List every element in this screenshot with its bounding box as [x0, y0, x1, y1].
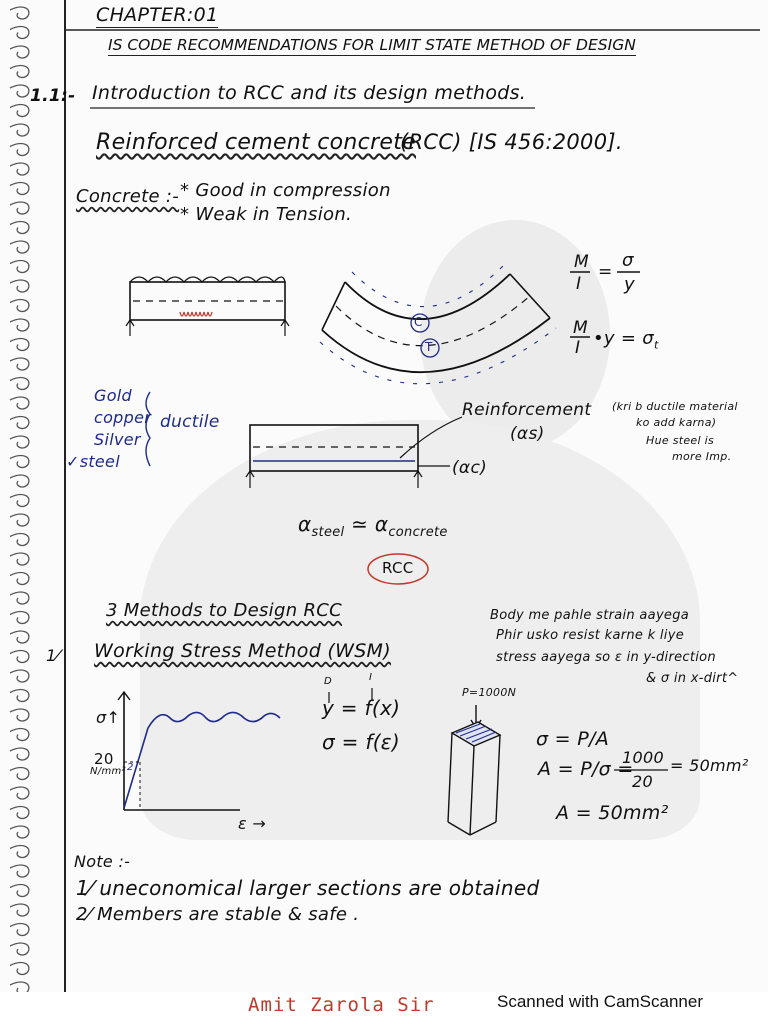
formula-y-bottom: y [624, 274, 635, 295]
concrete-prop-1: * Good in compression [180, 180, 391, 201]
side-note-1: (kri b ductile material [612, 400, 738, 413]
reinforcement-label: Reinforcement [462, 400, 592, 420]
dependency-eq-2: σ = f(ε) [322, 730, 401, 754]
formula-m-top: M [574, 252, 589, 272]
calc-sigma: σ = P/A [536, 728, 609, 750]
concrete-prop-2: * Weak in Tension. [180, 204, 353, 225]
rcc-heading: Reinforced cement concrete [96, 130, 417, 155]
graph-x-label: ε → [238, 814, 267, 833]
wsm-number: 1⁄ [46, 646, 60, 665]
compression-label: C [414, 315, 423, 329]
wsm-title: Working Stress Method (WSM) [94, 640, 391, 662]
formula-i-bottom: I [576, 274, 582, 294]
column-block-figure [448, 705, 500, 835]
dependency-eq-1: y = f(x) [322, 696, 401, 720]
hinglish-note-3: stress aayega so ε in y-direction [496, 650, 716, 665]
graph-y-value: 20 [94, 750, 114, 768]
calc-area-eq: A = P/σ = [538, 758, 634, 780]
metal-silver: Silver [94, 430, 141, 449]
hinglish-note-2: Phir usko resist karne k liye [496, 628, 685, 643]
calc-result: = 50mm² [670, 756, 749, 775]
rcc-code: (RCC) [IS 456:2000]. [400, 130, 623, 154]
concrete-label: Concrete :- [76, 186, 180, 207]
side-note-4: more Imp. [672, 450, 732, 463]
formula2-i: I [575, 338, 581, 358]
chapter-heading: CHAPTER:01 [96, 4, 219, 26]
formula-sigma-top: σ [622, 250, 634, 271]
alpha-relation [298, 512, 448, 540]
note-label: Note :- [74, 852, 131, 871]
tension-label: T [425, 340, 433, 354]
dependent-marker: D [324, 676, 333, 687]
metal-steel: ✓steel [66, 452, 120, 471]
alpha-concrete-sub: concrete [388, 525, 448, 540]
note-2: 2⁄ Members are stable & safe . [76, 904, 360, 925]
rcc-circle-label: RCC [382, 559, 414, 577]
calc-numerator: 1000 [622, 748, 664, 767]
approx-symbol: ≃ [351, 512, 369, 536]
page-title: IS CODE RECOMMENDATIONS FOR LIMIT STATE METHOD OF DESIGN [108, 36, 636, 54]
alpha-s-label: (αs) [510, 424, 545, 444]
reinforcement-beam-figure [146, 392, 462, 488]
alpha-c-label: (αc) [452, 458, 488, 478]
metal-copper: copper [94, 408, 152, 427]
author-watermark: Amit Zarola Sir [248, 994, 435, 1016]
hinglish-note-1: Body me pahle strain aayega [490, 608, 690, 623]
graph-axis-mark: 2 [127, 762, 134, 773]
bent-beam-figure [320, 264, 556, 384]
side-note-3: Hue steel is [646, 434, 715, 447]
note-1: 1⁄ uneconomical larger sections are obtained [76, 876, 540, 900]
independent-marker: I [369, 672, 373, 683]
alpha-concrete-symbol: α [374, 512, 389, 536]
graph-y-label: σ↑ [96, 708, 121, 727]
ductile-label: ductile [160, 412, 220, 432]
load-label: P=1000N [462, 686, 517, 699]
section-number: 1.1:- [30, 86, 76, 106]
scanner-credit: Scanned with CamScanner [497, 992, 704, 1011]
formula-equals: = [598, 262, 613, 282]
straight-beam-figure [126, 277, 289, 336]
formula2-rest [593, 328, 659, 352]
formula2-rest-text: •y = σ [593, 328, 655, 349]
side-note-2: ko add karna) [636, 416, 717, 429]
metal-gold: Gold [94, 386, 132, 405]
stress-strain-graph [118, 692, 280, 810]
alpha-steel-symbol: α [298, 512, 312, 536]
formula2-sub: t [654, 338, 659, 352]
section-title: Introduction to RCC and its design methods. [92, 82, 527, 104]
graph-y-unit: N/mm² [90, 766, 126, 777]
formula2-m: M [573, 318, 588, 338]
calc-denominator: 20 [632, 772, 653, 791]
hinglish-note-4: & σ in x-dirt^ [646, 671, 739, 686]
alpha-steel-sub: steel [311, 525, 345, 540]
calc-final: A = 50mm² [556, 802, 669, 824]
methods-heading: 3 Methods to Design RCC [106, 600, 342, 621]
